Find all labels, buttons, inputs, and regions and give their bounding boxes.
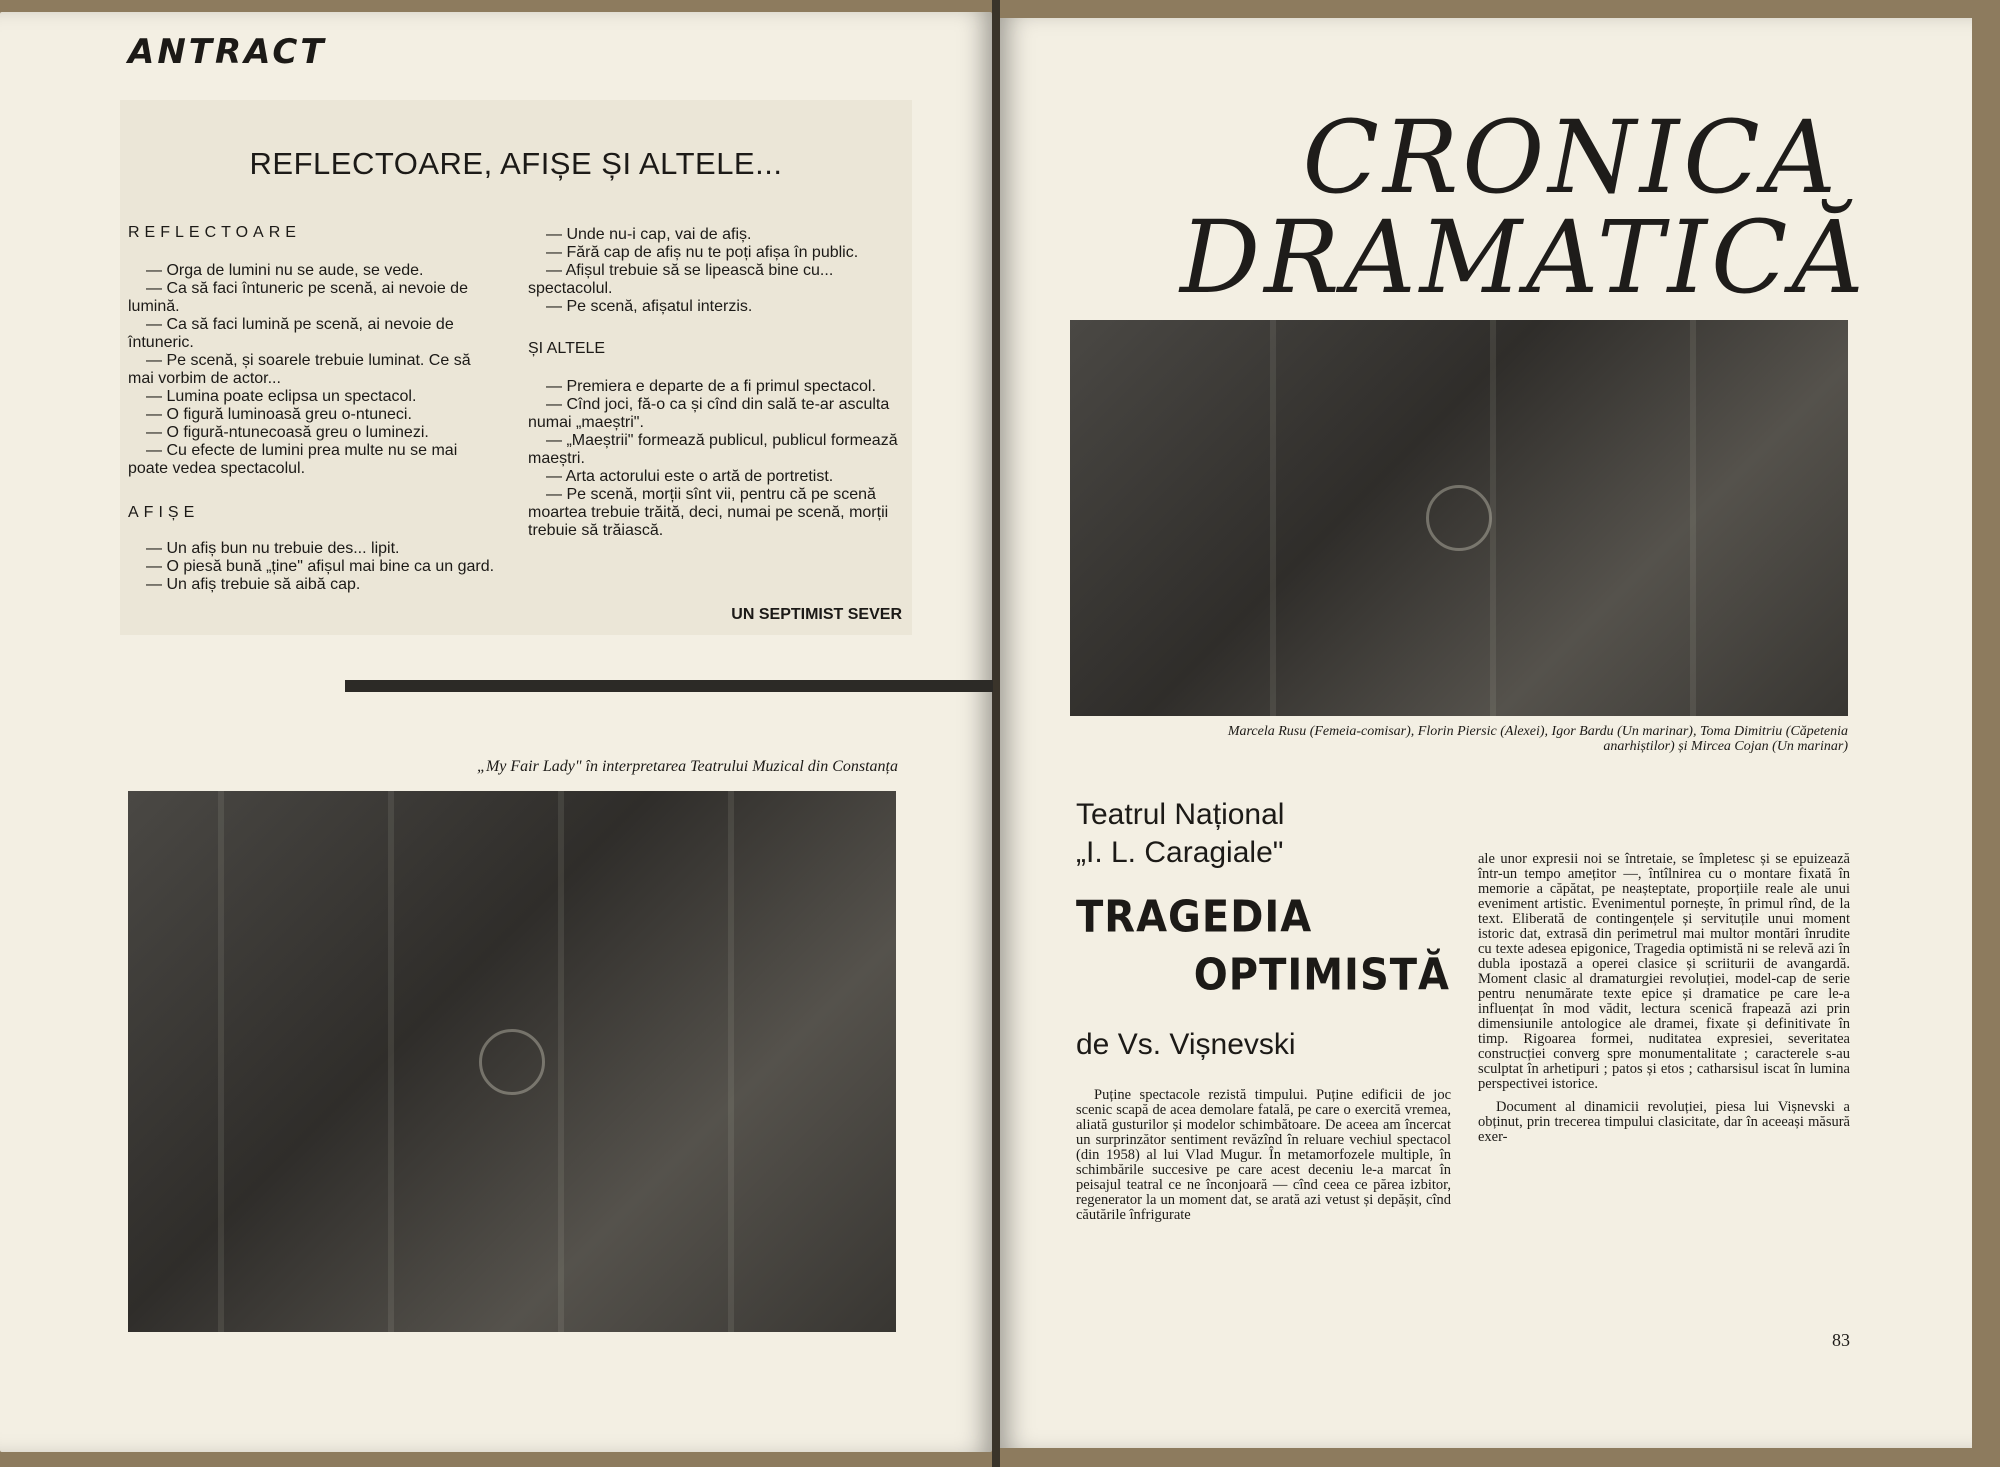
theatre-line-1: Teatrul Național bbox=[1076, 798, 1285, 831]
aphorism: — Premiera e departe de a fi primul spectacol. bbox=[546, 378, 876, 395]
play-author: de Vs. Vișnevski bbox=[1076, 1028, 1296, 1061]
review-column-2 bbox=[1478, 852, 1850, 1145]
photo-texture bbox=[728, 791, 734, 1332]
chronicle-title bbox=[1180, 99, 1868, 316]
play-title-line-2: OPTIMISTĂ bbox=[1193, 949, 1450, 1001]
photo-texture bbox=[1690, 320, 1696, 716]
review-column-1 bbox=[1076, 1088, 1451, 1223]
aphorism: — Fără cap de afiș nu te poți afișa în public. bbox=[546, 244, 859, 261]
aphorism: — Un afiș trebuie să aibă cap. bbox=[146, 576, 361, 593]
aphorism: — Cu efecte de lumini prea multe nu se mai poate vedea spectacolul. bbox=[128, 442, 458, 477]
review-paragraph: Document al dinamicii revoluției, piesa lui Vișnevski a obținut, prin trecerea timpului clasicitate, dar în aceeași măsură exer- bbox=[1478, 1099, 1850, 1145]
photo-texture bbox=[218, 791, 224, 1332]
altele-heading: ȘI ALTELE bbox=[528, 340, 606, 357]
aphorism: — Un afiș bun nu trebuie des... lipit. bbox=[146, 540, 400, 557]
signature: UN SEPTIMIST SEVER bbox=[731, 606, 902, 623]
aphorism: — Cînd joci, fă-o ca și cînd din sală te-ar asculta numai „maeștri". bbox=[528, 396, 890, 431]
aphorism: — Arta actorului este o artă de portretist. bbox=[546, 468, 834, 485]
aphorism: — Pe scenă, morții sînt vii, pentru că pe scenă moartea trebuie trăită, deci, numai pe scenă, morții trebuie să trăiască. bbox=[528, 486, 889, 539]
title-line-1: CRONICA bbox=[1302, 99, 1840, 216]
review-paragraph: ale unor expresii noi se întretaie, se împletesc și se epuizează într-un tempo amețitor —, întîlnirea cu o montare fixată în memorie a căpătat, pe neașteptate, proporțiile reale ale unui eveniment artistic. Evenimentul pornește, în primul rînd, de la text. Eliberată de contingențele și servituțile unui moment istoric dat, extrasă din perimetrul mai multor montări înrudite cu texte adesea epigonice, Tragedia optimistă ni se relevă azi în dubla ipostază a operei clasice și scriiturii de avangardă. Moment clasic al dramaturgiei revoluției, model-cap de serie pentru nenumărate texte epice și dramatice pe care le-a influențat în mod vădit, lectura scenică frapează azi prin dimensiunile antologice ale dramei, fixate și definitivate în timp. Rigoarea formei, nuditatea expresiei, severitatea construcției converg spre monumentalitate ; caracterele s-au sculptat în arhetipuri ; patos și etos ; catharsisul iscat în lumina perspectivei istorice. bbox=[1478, 851, 1850, 1092]
aphorism: — O figură luminoasă greu o-ntuneci. bbox=[146, 406, 412, 423]
right-column bbox=[528, 226, 900, 540]
photo-texture bbox=[1270, 320, 1276, 716]
aphorism: — „Maeștrii" formează publicul, publicul formează maeștri. bbox=[528, 432, 898, 467]
left-column bbox=[128, 224, 500, 594]
aphorism: — O piesă bună „ține" afișul mai bine ca un gard. bbox=[146, 558, 495, 575]
photo-texture bbox=[558, 791, 564, 1332]
aphorism: — Ca să faci lumină pe scenă, ai nevoie de întuneric. bbox=[128, 316, 454, 351]
aphorism: — Ca să faci întuneric pe scenă, ai nevoie de lumină. bbox=[128, 280, 468, 315]
photo-icon bbox=[479, 1029, 545, 1095]
photo-texture bbox=[388, 791, 394, 1332]
divider-bar bbox=[345, 680, 993, 692]
theatre-line-2: „I. L. Caragiale" bbox=[1076, 836, 1284, 869]
aphorism: — Afișul trebuie să se lipească bine cu... spectacolul. bbox=[528, 262, 834, 297]
theatre-name bbox=[1076, 796, 1416, 872]
aphorism: — Lumina poate eclipsa un spectacol. bbox=[146, 388, 417, 405]
review-paragraph: Puține spectacole rezistă timpului. Puține edificii de joc scenic scapă de acea demolare fatală, pe care o exercită vremea, aliată gusturilor și modelor schimbătoare. De aceea am încercat un surprinzător sentiment revăzînd în reluare vechiul spectacol (din 1958) al lui Vlad Mugur. În metamorfozele multiple, în schimbările succesive pe care acest deceniu le-a marcat în peisajul teatral ce ne înconjoară — cînd ceea ce părea izbitor, regenerator la un moment dat, se arată azi vetust și depășit, cînd căutările înfrigurate bbox=[1076, 1087, 1451, 1223]
aphorism: — Orga de lumini nu se aude, se vede. bbox=[146, 262, 424, 279]
section-tag: ANTRACT bbox=[128, 32, 327, 72]
aphorism: — Unde nu-i cap, vai de afiș. bbox=[546, 226, 752, 243]
reflectoare-heading: REFLECTOARE bbox=[128, 224, 301, 241]
stage-photo-tragedia-optimista bbox=[1070, 320, 1848, 716]
book-gutter bbox=[992, 0, 1000, 1467]
page-number: 83 bbox=[1832, 1330, 1850, 1350]
photo-caption-left: „My Fair Lady" în interpretarea Teatrului Muzical din Constanța bbox=[477, 758, 898, 775]
aphorism: — Pe scenă, afișatul interzis. bbox=[546, 298, 753, 315]
aphorism: — O figură-ntunecoasă greu o luminezi. bbox=[146, 424, 429, 441]
aphorism: — Pe scenă, și soarele trebuie luminat. Ce să mai vorbim de actor... bbox=[128, 352, 471, 387]
play-title-line-1: TRAGEDIA bbox=[1076, 891, 1313, 943]
afise-heading: AFIȘE bbox=[128, 504, 200, 521]
photo-icon bbox=[1426, 485, 1492, 551]
stage-photo-my-fair-lady bbox=[128, 791, 896, 1332]
box-title: REFLECTOARE, AFIȘE ȘI ALTELE... bbox=[249, 146, 783, 181]
photo-caption-right: Marcela Rusu (Femeia-comisar), Florin Piersic (Alexei), Igor Bardu (Un marinar), Toma Dimitriu (Căpetenia anarhiștilor) și Mircea Cojan (Un marinar) bbox=[1227, 724, 1848, 754]
title-line-2: DRAMATICĂ bbox=[1180, 199, 1868, 316]
